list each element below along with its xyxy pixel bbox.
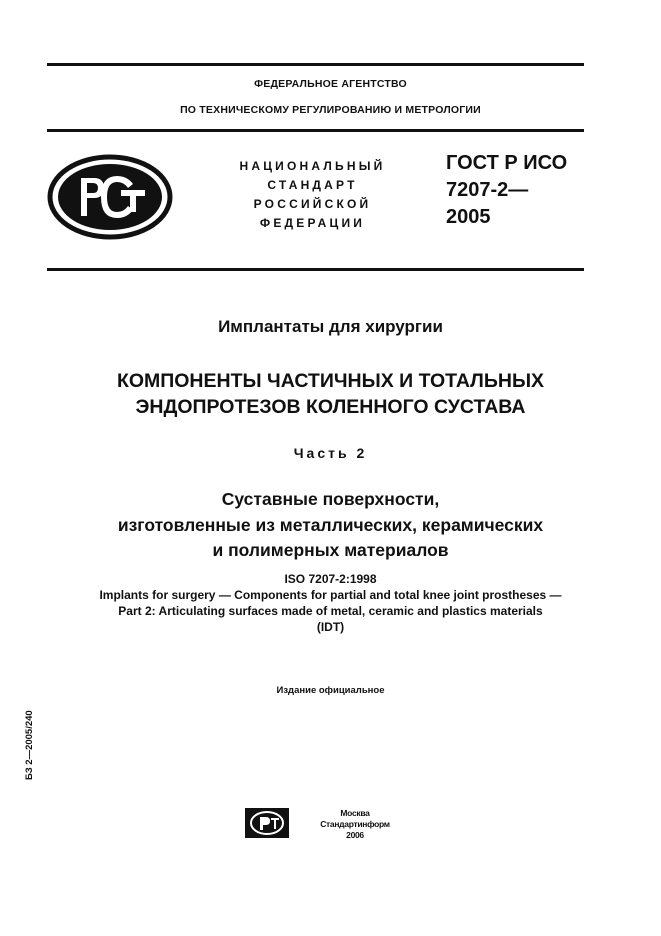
title-main-line-1: КОМПОНЕНТЫ ЧАСТИЧНЫХ И ТОТАЛЬНЫХ (116, 370, 545, 392)
iso-title-line-1: Implants for surgery — Components for partial and total knee joint prostheses — (99, 588, 562, 602)
agency-line-1: ФЕДЕРАЛЬНОЕ АГЕНТСТВО (254, 78, 407, 90)
designation-line-1: ГОСТ Р ИСО (446, 152, 568, 174)
designation-line-3: 2005 (446, 206, 491, 228)
standard-type-line-2: СТАНДАРТ (267, 178, 358, 192)
standard-type-line-4: ФЕДЕРАЦИИ (259, 216, 366, 230)
title-sub-line-2: изготовленные из металлических, керамических (117, 515, 544, 535)
title-main-line-2: ЭНДОПРОТЕЗОВ КОЛЕННОГО СУСТАВА (135, 396, 526, 418)
standard-type-line-3: РОССИЙСКОЙ (253, 197, 372, 211)
title-sub-line-3: и полимерных материалов (212, 540, 449, 560)
header-divider (47, 129, 584, 132)
edition-note: Издание официальное (276, 685, 385, 696)
iso-number: ISO 7207-2:1998 (284, 572, 377, 586)
iso-idt: (IDT) (316, 620, 345, 634)
top-rule (47, 63, 584, 66)
side-code: БЗ 2—2005/240 (24, 710, 35, 780)
standard-type-line-1: НАЦИОНАЛЬНЫЙ (239, 159, 386, 173)
title-part: Часть 2 (293, 445, 368, 461)
title-divider (47, 268, 584, 271)
standartinform-logo (245, 808, 289, 843)
agency-line-2: ПО ТЕХНИЧЕСКОМУ РЕГУЛИРОВАНИЮ И МЕТРОЛОГИИ (180, 104, 481, 116)
title-group: Имплантаты для хирургии (218, 317, 443, 336)
publisher-city: Москва (340, 808, 370, 818)
title-sub-line-1: Суставные поверхности, (221, 489, 440, 509)
designation-line-2: 7207-2— (446, 179, 529, 201)
gost-r-logo (47, 154, 173, 245)
publisher-year: 2006 (346, 830, 364, 840)
publisher-name: Стандартинформ (320, 819, 390, 829)
iso-title-line-2: Part 2: Articulating surfaces made of metal, ceramic and plastics materials (118, 604, 543, 618)
